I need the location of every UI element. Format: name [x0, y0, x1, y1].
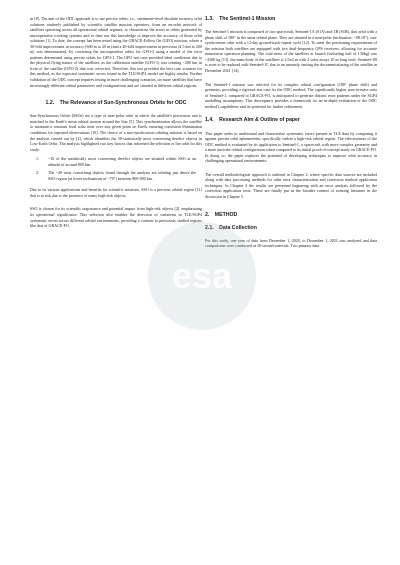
list-item-text: The ~20 most concerning objects found through the analysis are orbiting just above the SSO region (at lower inclinations of ~70°) between 800-900 km.: [48, 170, 196, 181]
list-item-number: 2.: [36, 170, 40, 176]
left-column: [30, 16, 202, 233]
section-1-4-heading: [205, 117, 377, 123]
section-1-2-heading: [30, 100, 202, 106]
section-title: The Sentinel-1 Mission: [219, 16, 276, 22]
sentinel-selection-paragraph: The Sentinel-1 mission was selected for its complex orbital configuration (180° phase shift) and geometry, providing a rigorous test case for the ODC method. The significantly higher area-to-mass ratio of Sentinel-1, compared to GRACE-FO, is anticipated to generate distinct error patterns under the SGP4 modelling assumptions. This discrepancy provides a framework for an in-depth evaluation of the ODC method's capabilities and its potential for further refinement.: [205, 81, 377, 109]
list-item: [30, 156, 202, 167]
list-item-number: 1.: [36, 156, 40, 162]
research-aim-paragraph: This paper seeks to understand and characterize systematic errors present in TLE data by comparing it against precise orbit ephemerides, specifically within a high-risk orbital region. The effectiveness of the ODC method is evaluated by its application to Sentinel-1, a spacecraft with more complex geometry and a more intricate orbital configuration when compared to its initial proof-of-concept study on GRACE-FO. In doing so, the paper explores the potential of developing techniques to improve orbit accuracy in challenging operational environments.: [205, 130, 377, 164]
sso-paragraph: Sun-Synchronous Orbits (SSOs) are a type of near-polar orbit in which the satellite's precession rate is matched to the Earth's mean orbital motion around the Sun [5]. This synchronization allows the satellite to maintain a constant local solar time over any given point on Earth, ensuring consistent illumination conditions for repeated observations [10]. The choice of a sun-synchronous orbiting mission is based on the analysis carried out by [2], which identifies the 50-statistically most concerning derelict objects in Low-Earth Orbit. The analysis highlighted two key factors that informed the selection of the orbit for this study:: [30, 113, 202, 152]
section-title: METHOD: [214, 211, 238, 218]
data-collection-paragraph: For this study, one year of data from December 1, 2020, to December 1, 2021 was analysed and data comparisons were conducted at 30-second intervals. Two primary data: [205, 237, 377, 249]
section-number: 2.: [205, 211, 210, 218]
watermark-text: esa: [171, 255, 233, 296]
section-1-3-heading: [205, 16, 377, 22]
section-title: Research Aim & Outline of paper: [219, 117, 300, 124]
right-column: [205, 16, 377, 253]
sentinel-mission-paragraph: The Sentinel-1 mission is composed of two spacecraft, Sentinel-1A (S1A) and 1B (S1B), that orbit with a phase shift of 180° in the same orbital plane. They are situated in a near-polar (inclination: ~98.18°), sun-synchronous orbit with a 12-day ground-track repeat cycle [12]. To meet the positioning requirements of the mission both satellites are equipped with two dual-frequency GPS receivers, allowing for accurate manoeuvre operation planning. The total mass of the satellites at launch (including fuel of 130kg) was ~2300 kg [13], the main body of the satellites is 2.5x4 m with 2 solar arrays 10 m long each. Sentinel-1B is soon to be replaced with Sentinel-1C due to an anomaly causing the decommissioning of the satellite in December 2021 [14].: [205, 29, 377, 74]
section-number: 1.2.: [45, 100, 55, 107]
section-number: 2.1.: [205, 224, 214, 231]
section-2-heading: [205, 212, 377, 218]
section-number: 1.3.: [205, 16, 214, 22]
key-factors-list: [30, 156, 202, 181]
sso-selection-paragraph: SSO is chosen for its scientific importance and potential impact from high-risk objects [2], emphasizing its operational significance. This selection also enables the detection of variations in TLE/SGP4 systematic errors across different orbital environments, providing a contrast to previously studied regions like that of GRACE-FO.: [30, 206, 202, 229]
sso-benefits-paragraph: Due to its various applications and benefits for scientific missions, SSO is a precious orbital region [11] that is at risk due to the presence of many high-risk objects.: [30, 187, 202, 198]
intro-paragraph-continued: in [8]. The aim of the ODC approach is to use precise orbits, i.e., centimetre-level absolute accuracy orbit solutions routinely published by scientific satellite mission operators, from an on-orbit network of satellites operating across all operational orbital regimes, to characterise the errors in orbits generated by uncooperative tracking systems and to then use this knowledge to improve the accuracy of those orbit solutions [1]. To date, the concept has been tested using the GRACE-Follow On (GFO) mission, where a 30-fold improvement in accuracy (600 m to 20 m) and a 20-fold improvement in precision (4.5 km to 200 m) was demonstrated, by correcting the uncooperative orbits for GFO-2 using a model of the error patterns determined using precise orbits for GFO-1. The GFO test case provided ideal conditions due to the physical flying nature of the satellites, as the calibration satellite (GFO-1) was orbiting ~200 km in front of the satellite (GFO-2) that was corrected. Therefore, this test provided the best case scenario for this method, as the expected systematic errors found in the TLE/SGP4 model are highly similar. Further validation of the ODC concept requires testing in more challenging scenarios, on more satellites that have increasingly different orbital parameters and configurations and are situated in different orbital regions.: [30, 16, 202, 88]
section-title: The Relevance of Sun-Synchronous Orbits for ODC: [59, 100, 187, 107]
list-item: [30, 170, 202, 181]
section-2-1-heading: [205, 225, 377, 231]
section-title: Data Collection: [219, 224, 257, 231]
outline-paragraph: The overall methodological approach is outlined in Chapter 2, where specific data sources are included along with data processing methods for orbit error characterisation and correction method application techniques. In Chapter 4 the results are presented beginning with an error analysis followed by the correction application tests. These are finally put in the broader context of existing literature in the discussion in Chapter 5.: [205, 171, 377, 199]
list-item-text: ~10 of the statistically most concerning derelict objects are situated within SSO at an altitude of around 800 km.: [48, 156, 196, 167]
section-number: 1.4.: [205, 117, 214, 124]
